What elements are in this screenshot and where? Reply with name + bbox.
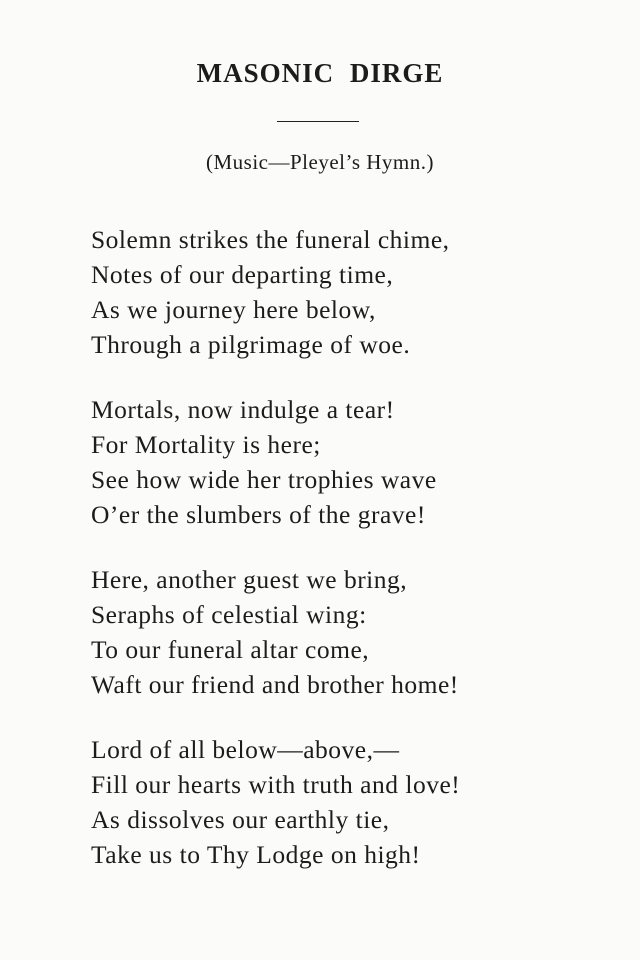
poem-line: Lord of all below—above,— (91, 735, 400, 764)
stanza-3 (91, 562, 611, 702)
subtitle: (Music—Pleyel’s Hymn.) (206, 150, 434, 174)
poem-line: Solemn strikes the funeral chime, (91, 225, 450, 254)
stanza-2 (91, 392, 611, 532)
title-divider (277, 121, 359, 122)
poem-line: Waft our friend and brother home! (91, 670, 459, 699)
poem-line: O’er the slumbers of the grave! (91, 500, 426, 529)
stanza-1 (91, 222, 611, 362)
poem-line: Notes of our departing time, (91, 260, 394, 289)
poem-line: Mortals, now indulge a tear! (91, 395, 395, 424)
poem-line: As we journey here below, (91, 295, 376, 324)
poem-line: Here, another guest we bring, (91, 565, 408, 594)
poem-line: Take us to Thy Lodge on high! (91, 840, 421, 869)
poem-line: To our funeral altar come, (91, 635, 370, 664)
page-title: MASONIC DIRGE (196, 58, 444, 88)
stanza-4 (91, 732, 611, 872)
poem-line: Seraphs of celestial wing: (91, 600, 367, 629)
poem-line: As dissolves our earthly tie, (91, 805, 390, 834)
poem (91, 222, 611, 902)
poem-line: Through a pilgrimage of woe. (91, 330, 411, 359)
poem-line: Fill our hearts with truth and love! (91, 770, 461, 799)
poem-line: For Mortality is here; (91, 430, 321, 459)
poem-line: See how wide her trophies wave (91, 465, 437, 494)
